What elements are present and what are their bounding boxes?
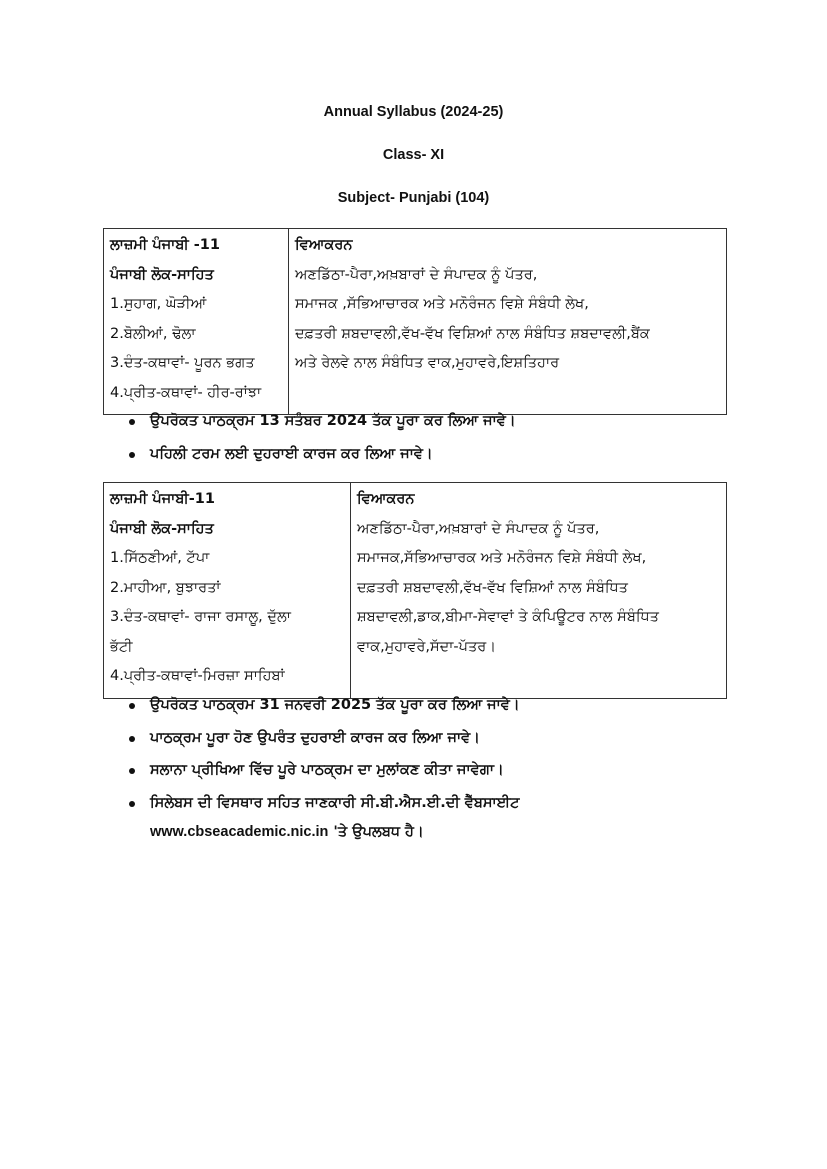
- term2-left-subheading: ਪੰਜਾਬੀ ਲੋਕ-ਸਾਹਿਤ: [110, 520, 214, 537]
- term1-left-heading: ਲਾਜ਼ਮੀ ਪੰਜਾਬੀ -11: [110, 237, 220, 253]
- list-item: 2.ਮਾਹੀਆ, ਬੁਝਾਰਤਾਂ: [110, 579, 221, 596]
- list-item: 1.ਸਿੱਠਣੀਆਂ, ਟੱਪਾ: [110, 550, 210, 566]
- list-item: ਵਾਕ,ਮੁਹਾਵਰੇ,ਸੱਦਾ-ਪੱਤਰ।: [357, 638, 497, 655]
- website-url[interactable]: www.cbseacademic.nic.in: [150, 824, 329, 840]
- list-item: ਉਪਰੋਕਤ ਪਾਠਕ੍ਰਮ 13 ਸਤੰਬਰ 2024 ਤੱਕ ਪੂਰਾ ਕਰ ਲਿਆ ਜਾਵੇ।: [125, 405, 516, 438]
- list-item: 3.ਦੰਤ-ਕਥਾਵਾਂ- ਰਾਜਾ ਰਸਾਲੂ, ਦੁੱਲਾ: [110, 609, 291, 625]
- list-item: ਪਾਠਕ੍ਰਮ ਪੂਰਾ ਹੋਣ ਉਪਰੰਤ ਦੁਹਰਾਈ ਕਾਰਜ ਕਰ ਲਿਆ ਜਾਵੇ।: [125, 722, 520, 755]
- term2-right-heading: ਵਿਆਕਰਨ: [357, 491, 415, 507]
- table-row: [104, 483, 727, 699]
- term1-syllabus-table: [103, 228, 727, 415]
- list-item: ਉਪਰੋਕਤ ਪਾਠਕ੍ਰਮ 31 ਜਨਵਰੀ 2025 ਤੱਕ ਪੂਰਾ ਕਰ ਲਿਆ ਜਾਵੇ।: [125, 689, 520, 722]
- table-row: [104, 229, 727, 415]
- list-item: ਦਫ਼ਤਰੀ ਸ਼ਬਦਾਵਲੀ,ਵੱਖ-ਵੱਖ ਵਿਸ਼ਿਆਂ ਨਾਲ ਸੰਬੰਧਿਤ ਸ਼ਬਦਾਵਲੀ,ਬੈਂਕ: [295, 325, 650, 342]
- list-item: 4.ਪ੍ਰੀਤ-ਕਥਾਵਾਂ-ਮਿਰਜ਼ਾ ਸਾਹਿਬਾਂ: [110, 668, 285, 684]
- list-item: 1.ਸੁਹਾਗ, ਘੋੜੀਆਂ: [110, 296, 207, 312]
- list-item: ਅਤੇ ਰੇਲਵੇ ਨਾਲ ਸੰਬੰਧਿਤ ਵਾਕ,ਮੁਹਾਵਰੇ,ਇਸ਼ਤਿਹਾਰ: [295, 355, 560, 371]
- list-item: ਪਹਿਲੀ ਟਰਮ ਲਈ ਦੁਹਰਾਈ ਕਾਰਜ ਕਰ ਲਿਆ ਜਾਵੇ।: [125, 438, 516, 471]
- term2-notes: [125, 689, 520, 819]
- list-item: 2.ਬੋਲੀਆਂ, ਢੋਲਾ: [110, 325, 196, 342]
- list-item: ਸਮਾਜਕ,ਸੱਭਿਆਚਾਰਕ ਅਤੇ ਮਨੋਰੰਜਨ ਵਿਸ਼ੇ ਸੰਬੰਧੀ ਲੇਖ,: [357, 550, 647, 566]
- website-suffix: 'ਤੇ ਉਪਲਬਧ ਹੈ।: [328, 824, 424, 840]
- subject-heading: Subject- Punjabi (104): [337, 190, 490, 206]
- list-item: ਸ਼ਬਦਾਵਲੀ,ਡਾਕ,ਬੀਮਾ-ਸੇਵਾਵਾਂ ਤੇ ਕੰਪਿਊਟਰ ਨਾਲ ਸੰਬੰਧਿਤ: [357, 609, 659, 625]
- list-item: ਸਲਾਨਾ ਪ੍ਰੀਖਿਆ ਵਿੱਚ ਪੂਰੇ ਪਾਠਕ੍ਰਮ ਦਾ ਮੁਲਾਂਕਣ ਕੀਤਾ ਜਾਵੇਗਾ।: [125, 754, 520, 787]
- list-item: ਅਣਡਿੱਠਾ-ਪੈਰਾ,ਅਖ਼ਬਾਰਾਂ ਦੇ ਸੰਪਾਦਕ ਨੂੰ ਪੱਤਰ,: [357, 520, 600, 537]
- class-heading: Class- XI: [382, 147, 445, 163]
- term1-literature-cell: [104, 229, 289, 415]
- term2-syllabus-table: [103, 482, 727, 699]
- list-item: 3.ਦੰਤ-ਕਥਾਵਾਂ- ਪੂਰਨ ਭਗਤ: [110, 355, 255, 371]
- list-item: ਸਮਾਜਕ ,ਸੱਭਿਆਚਾਰਕ ਅਤੇ ਮਨੋਰੰਜਨ ਵਿਸ਼ੇ ਸੰਬੰਧੀ ਲੇਖ,: [295, 296, 589, 312]
- term2-left-heading: ਲਾਜ਼ਮੀ ਪੰਜਾਬੀ-11: [110, 491, 215, 507]
- list-item: 4.ਪ੍ਰੀਤ-ਕਥਾਵਾਂ- ਹੀਰ-ਰਾਂਝਾ: [110, 384, 262, 401]
- term1-notes: [125, 405, 516, 470]
- list-item: ਭੱਟੀ: [110, 638, 133, 655]
- term2-grammar-cell: [351, 483, 727, 699]
- term1-left-subheading: ਪੰਜਾਬੀ ਲੋਕ-ਸਾਹਿਤ: [110, 266, 214, 283]
- term2-literature-cell: [104, 483, 351, 699]
- term1-right-heading: ਵਿਆਕਰਨ: [295, 237, 353, 253]
- list-item: ਸਿਲੇਬਸ ਦੀ ਵਿਸਥਾਰ ਸਹਿਤ ਜਾਣਕਾਰੀ ਸੀ.ਬੀ.ਐਸ.ਈ.ਦੀ ਵੈੱਬਸਾਈਟ: [125, 787, 520, 820]
- term1-grammar-cell: [289, 229, 727, 415]
- list-item: ਅਣਡਿੱਠਾ-ਪੈਰਾ,ਅਖ਼ਬਾਰਾਂ ਦੇ ਸੰਪਾਦਕ ਨੂੰ ਪੱਤਰ,: [295, 266, 538, 283]
- website-note: [150, 824, 424, 840]
- list-item: ਦਫ਼ਤਰੀ ਸ਼ਬਦਾਵਲੀ,ਵੱਖ-ਵੱਖ ਵਿਸ਼ਿਆਂ ਨਾਲ ਸੰਬੰਧਿਤ: [357, 579, 628, 596]
- syllabus-title: Annual Syllabus (2024-25): [323, 104, 504, 120]
